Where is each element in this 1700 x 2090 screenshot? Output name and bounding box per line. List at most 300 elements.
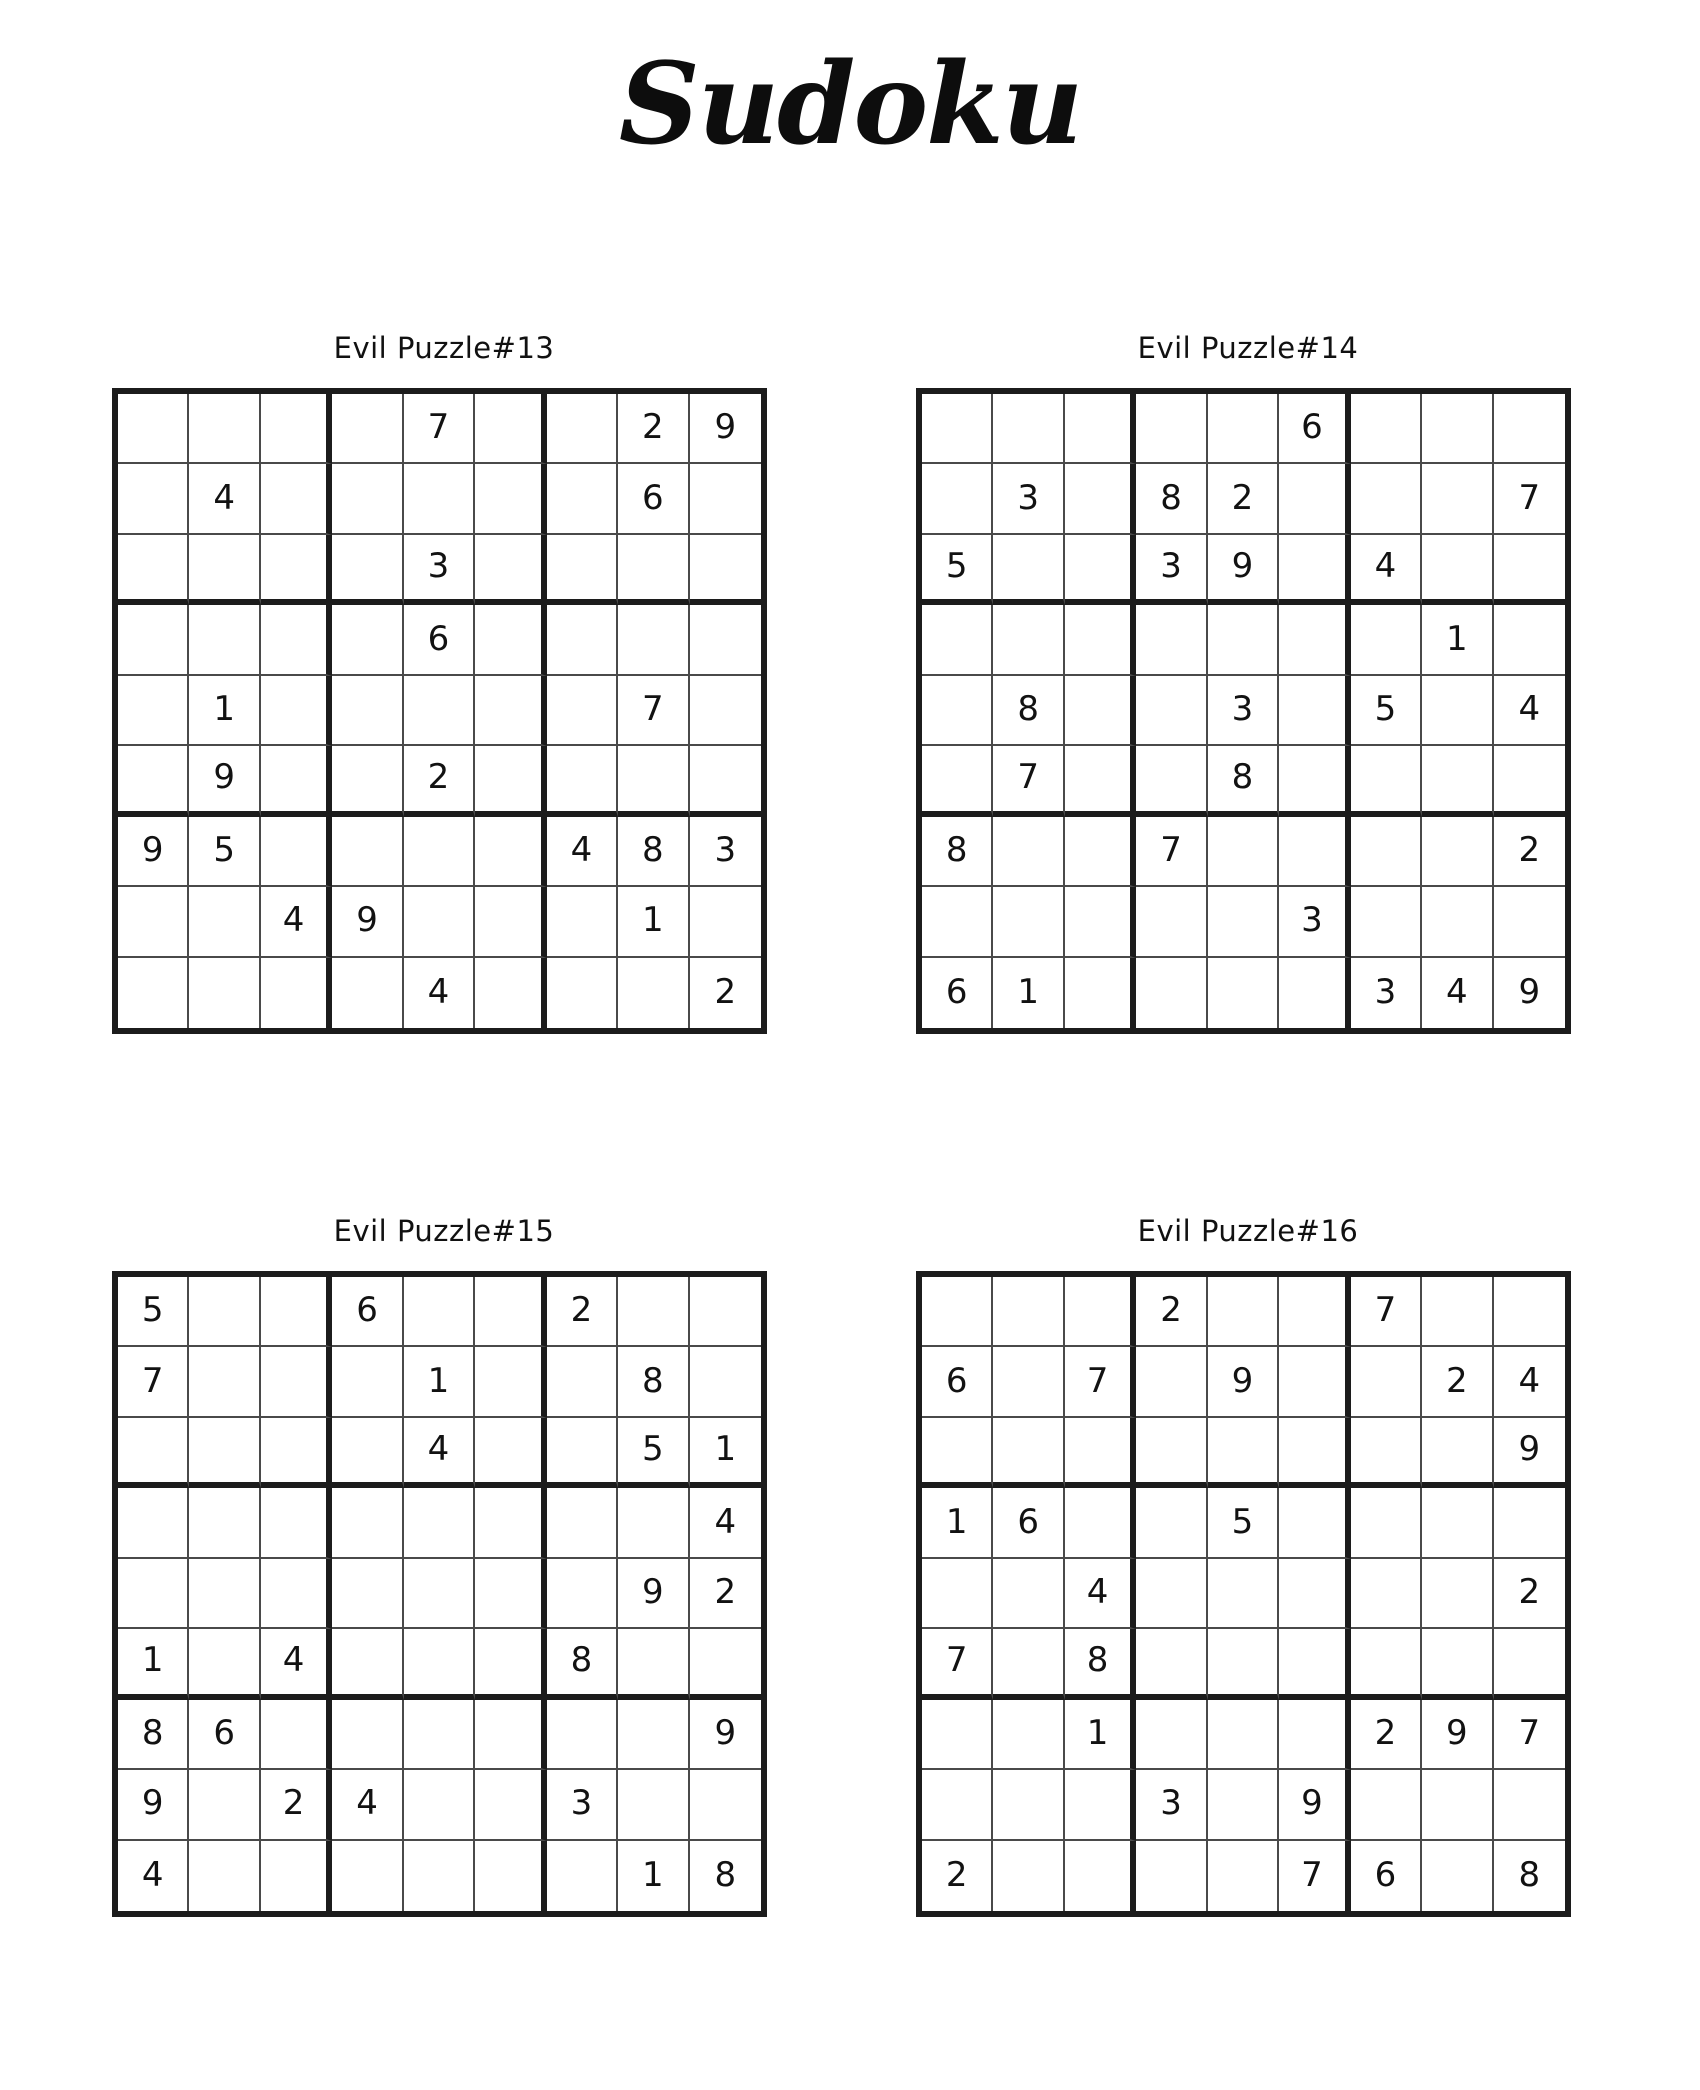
sudoku-empty-cell[interactable] [332, 394, 403, 464]
sudoku-given-cell[interactable]: 2 [261, 1770, 332, 1840]
sudoku-empty-cell[interactable] [922, 464, 993, 534]
sudoku-empty-cell[interactable] [118, 464, 189, 534]
sudoku-given-cell[interactable]: 2 [404, 746, 475, 816]
sudoku-given-cell[interactable]: 7 [922, 1629, 993, 1699]
sudoku-empty-cell[interactable] [404, 1841, 475, 1911]
sudoku-given-cell[interactable]: 9 [1422, 1700, 1493, 1770]
sudoku-empty-cell[interactable] [1136, 1559, 1207, 1629]
sudoku-empty-cell[interactable] [118, 676, 189, 746]
sudoku-empty-cell[interactable] [547, 958, 618, 1028]
sudoku-given-cell[interactable]: 9 [1208, 535, 1279, 605]
sudoku-given-cell[interactable]: 3 [993, 464, 1064, 534]
sudoku-empty-cell[interactable] [1494, 1770, 1565, 1840]
sudoku-empty-cell[interactable] [1422, 1418, 1493, 1488]
sudoku-empty-cell[interactable] [1065, 1418, 1136, 1488]
sudoku-given-cell[interactable]: 2 [547, 1277, 618, 1347]
sudoku-empty-cell[interactable] [118, 958, 189, 1028]
sudoku-empty-cell[interactable] [1494, 394, 1565, 464]
sudoku-grid-14[interactable] [916, 388, 1571, 1034]
sudoku-given-cell[interactable]: 2 [1422, 1347, 1493, 1417]
sudoku-empty-cell[interactable] [475, 817, 546, 887]
sudoku-empty-cell[interactable] [1279, 676, 1350, 746]
sudoku-empty-cell[interactable] [118, 1418, 189, 1488]
sudoku-given-cell[interactable]: 9 [1494, 1418, 1565, 1488]
sudoku-empty-cell[interactable] [547, 1347, 618, 1417]
sudoku-empty-cell[interactable] [1422, 746, 1493, 816]
sudoku-empty-cell[interactable] [189, 1488, 260, 1558]
sudoku-empty-cell[interactable] [1351, 1770, 1422, 1840]
sudoku-empty-cell[interactable] [189, 535, 260, 605]
sudoku-empty-cell[interactable] [475, 535, 546, 605]
sudoku-empty-cell[interactable] [261, 464, 332, 534]
sudoku-empty-cell[interactable] [1208, 1770, 1279, 1840]
sudoku-empty-cell[interactable] [404, 1559, 475, 1629]
sudoku-given-cell[interactable]: 6 [189, 1700, 260, 1770]
sudoku-given-cell[interactable]: 2 [690, 1559, 761, 1629]
sudoku-given-cell[interactable]: 2 [1208, 464, 1279, 534]
sudoku-empty-cell[interactable] [475, 887, 546, 957]
sudoku-empty-cell[interactable] [261, 394, 332, 464]
sudoku-empty-cell[interactable] [922, 1418, 993, 1488]
sudoku-empty-cell[interactable] [690, 746, 761, 816]
sudoku-empty-cell[interactable] [993, 887, 1064, 957]
sudoku-given-cell[interactable]: 8 [1494, 1841, 1565, 1911]
sudoku-empty-cell[interactable] [547, 1841, 618, 1911]
sudoku-empty-cell[interactable] [547, 605, 618, 675]
sudoku-empty-cell[interactable] [332, 1488, 403, 1558]
sudoku-empty-cell[interactable] [261, 1277, 332, 1347]
sudoku-given-cell[interactable]: 8 [618, 817, 689, 887]
sudoku-empty-cell[interactable] [1136, 1488, 1207, 1558]
sudoku-given-cell[interactable]: 4 [189, 464, 260, 534]
sudoku-given-cell[interactable]: 4 [1351, 535, 1422, 605]
sudoku-given-cell[interactable]: 3 [1351, 958, 1422, 1028]
sudoku-empty-cell[interactable] [189, 1629, 260, 1699]
sudoku-empty-cell[interactable] [1065, 1770, 1136, 1840]
sudoku-given-cell[interactable]: 8 [118, 1700, 189, 1770]
sudoku-empty-cell[interactable] [332, 1700, 403, 1770]
sudoku-given-cell[interactable]: 7 [1136, 817, 1207, 887]
sudoku-given-cell[interactable]: 6 [1351, 1841, 1422, 1911]
sudoku-given-cell[interactable]: 6 [922, 1347, 993, 1417]
sudoku-empty-cell[interactable] [261, 958, 332, 1028]
sudoku-empty-cell[interactable] [1422, 464, 1493, 534]
sudoku-empty-cell[interactable] [332, 1629, 403, 1699]
sudoku-empty-cell[interactable] [993, 1277, 1064, 1347]
sudoku-empty-cell[interactable] [1494, 1488, 1565, 1558]
sudoku-empty-cell[interactable] [993, 1347, 1064, 1417]
sudoku-empty-cell[interactable] [261, 1418, 332, 1488]
sudoku-empty-cell[interactable] [189, 1841, 260, 1911]
sudoku-empty-cell[interactable] [547, 1488, 618, 1558]
sudoku-empty-cell[interactable] [618, 1629, 689, 1699]
sudoku-empty-cell[interactable] [332, 746, 403, 816]
sudoku-given-cell[interactable]: 4 [261, 1629, 332, 1699]
sudoku-empty-cell[interactable] [690, 1770, 761, 1840]
sudoku-empty-cell[interactable] [618, 1277, 689, 1347]
sudoku-given-cell[interactable]: 7 [993, 746, 1064, 816]
sudoku-empty-cell[interactable] [690, 605, 761, 675]
sudoku-empty-cell[interactable] [118, 1488, 189, 1558]
sudoku-empty-cell[interactable] [1208, 1629, 1279, 1699]
sudoku-empty-cell[interactable] [922, 394, 993, 464]
sudoku-empty-cell[interactable] [1351, 605, 1422, 675]
sudoku-empty-cell[interactable] [1279, 1629, 1350, 1699]
sudoku-empty-cell[interactable] [1065, 817, 1136, 887]
sudoku-given-cell[interactable]: 7 [118, 1347, 189, 1417]
sudoku-given-cell[interactable]: 1 [404, 1347, 475, 1417]
sudoku-given-cell[interactable]: 8 [922, 817, 993, 887]
sudoku-empty-cell[interactable] [118, 1559, 189, 1629]
sudoku-empty-cell[interactable] [189, 605, 260, 675]
sudoku-empty-cell[interactable] [1136, 887, 1207, 957]
sudoku-empty-cell[interactable] [475, 1629, 546, 1699]
sudoku-given-cell[interactable]: 5 [618, 1418, 689, 1488]
sudoku-empty-cell[interactable] [618, 1770, 689, 1840]
sudoku-empty-cell[interactable] [1136, 394, 1207, 464]
sudoku-empty-cell[interactable] [1422, 1277, 1493, 1347]
sudoku-empty-cell[interactable] [404, 464, 475, 534]
sudoku-empty-cell[interactable] [404, 817, 475, 887]
sudoku-empty-cell[interactable] [261, 605, 332, 675]
sudoku-empty-cell[interactable] [993, 817, 1064, 887]
sudoku-empty-cell[interactable] [261, 817, 332, 887]
sudoku-empty-cell[interactable] [1422, 394, 1493, 464]
sudoku-empty-cell[interactable] [261, 1347, 332, 1417]
sudoku-empty-cell[interactable] [1494, 605, 1565, 675]
sudoku-empty-cell[interactable] [1351, 887, 1422, 957]
sudoku-empty-cell[interactable] [1065, 1488, 1136, 1558]
sudoku-empty-cell[interactable] [618, 1488, 689, 1558]
sudoku-empty-cell[interactable] [261, 1700, 332, 1770]
sudoku-empty-cell[interactable] [1065, 676, 1136, 746]
sudoku-given-cell[interactable]: 7 [618, 676, 689, 746]
sudoku-empty-cell[interactable] [1422, 1841, 1493, 1911]
sudoku-empty-cell[interactable] [1136, 746, 1207, 816]
sudoku-empty-cell[interactable] [261, 1488, 332, 1558]
sudoku-empty-cell[interactable] [1351, 746, 1422, 816]
sudoku-given-cell[interactable]: 7 [1065, 1347, 1136, 1417]
sudoku-given-cell[interactable]: 6 [332, 1277, 403, 1347]
sudoku-empty-cell[interactable] [1279, 1277, 1350, 1347]
sudoku-empty-cell[interactable] [1279, 464, 1350, 534]
sudoku-empty-cell[interactable] [618, 535, 689, 605]
sudoku-empty-cell[interactable] [993, 394, 1064, 464]
sudoku-empty-cell[interactable] [1279, 746, 1350, 816]
sudoku-empty-cell[interactable] [922, 676, 993, 746]
sudoku-empty-cell[interactable] [189, 887, 260, 957]
sudoku-empty-cell[interactable] [332, 605, 403, 675]
sudoku-given-cell[interactable]: 3 [404, 535, 475, 605]
sudoku-empty-cell[interactable] [1494, 1277, 1565, 1347]
sudoku-empty-cell[interactable] [1351, 394, 1422, 464]
sudoku-given-cell[interactable]: 9 [1494, 958, 1565, 1028]
sudoku-empty-cell[interactable] [1065, 1277, 1136, 1347]
sudoku-empty-cell[interactable] [547, 1700, 618, 1770]
sudoku-empty-cell[interactable] [1136, 1841, 1207, 1911]
sudoku-given-cell[interactable]: 4 [118, 1841, 189, 1911]
sudoku-empty-cell[interactable] [475, 746, 546, 816]
sudoku-empty-cell[interactable] [922, 1559, 993, 1629]
sudoku-given-cell[interactable]: 7 [1351, 1277, 1422, 1347]
sudoku-given-cell[interactable]: 5 [118, 1277, 189, 1347]
sudoku-empty-cell[interactable] [332, 1418, 403, 1488]
sudoku-empty-cell[interactable] [189, 1418, 260, 1488]
sudoku-empty-cell[interactable] [618, 746, 689, 816]
sudoku-given-cell[interactable]: 8 [993, 676, 1064, 746]
sudoku-empty-cell[interactable] [1136, 1700, 1207, 1770]
sudoku-empty-cell[interactable] [1494, 1629, 1565, 1699]
sudoku-given-cell[interactable]: 4 [404, 958, 475, 1028]
sudoku-empty-cell[interactable] [1279, 817, 1350, 887]
sudoku-given-cell[interactable]: 1 [618, 887, 689, 957]
sudoku-given-cell[interactable]: 1 [118, 1629, 189, 1699]
sudoku-empty-cell[interactable] [922, 1770, 993, 1840]
sudoku-empty-cell[interactable] [1208, 1700, 1279, 1770]
sudoku-given-cell[interactable]: 1 [189, 676, 260, 746]
sudoku-empty-cell[interactable] [993, 1629, 1064, 1699]
sudoku-empty-cell[interactable] [1208, 394, 1279, 464]
sudoku-empty-cell[interactable] [1208, 1277, 1279, 1347]
sudoku-empty-cell[interactable] [261, 535, 332, 605]
sudoku-empty-cell[interactable] [1279, 1418, 1350, 1488]
sudoku-empty-cell[interactable] [1065, 605, 1136, 675]
sudoku-empty-cell[interactable] [189, 1770, 260, 1840]
sudoku-empty-cell[interactable] [189, 1347, 260, 1417]
sudoku-given-cell[interactable]: 2 [690, 958, 761, 1028]
sudoku-empty-cell[interactable] [993, 535, 1064, 605]
sudoku-empty-cell[interactable] [618, 1700, 689, 1770]
sudoku-empty-cell[interactable] [332, 958, 403, 1028]
sudoku-empty-cell[interactable] [1208, 605, 1279, 675]
sudoku-given-cell[interactable]: 5 [1351, 676, 1422, 746]
sudoku-empty-cell[interactable] [690, 887, 761, 957]
sudoku-empty-cell[interactable] [1208, 1559, 1279, 1629]
sudoku-empty-cell[interactable] [118, 605, 189, 675]
sudoku-empty-cell[interactable] [189, 958, 260, 1028]
sudoku-given-cell[interactable]: 6 [1279, 394, 1350, 464]
sudoku-given-cell[interactable]: 9 [332, 887, 403, 957]
sudoku-empty-cell[interactable] [690, 464, 761, 534]
sudoku-empty-cell[interactable] [922, 746, 993, 816]
sudoku-given-cell[interactable]: 3 [690, 817, 761, 887]
sudoku-given-cell[interactable]: 1 [1065, 1700, 1136, 1770]
sudoku-empty-cell[interactable] [1351, 1559, 1422, 1629]
sudoku-empty-cell[interactable] [1208, 817, 1279, 887]
sudoku-empty-cell[interactable] [547, 535, 618, 605]
sudoku-empty-cell[interactable] [404, 1277, 475, 1347]
sudoku-empty-cell[interactable] [1136, 605, 1207, 675]
sudoku-given-cell[interactable]: 3 [1136, 1770, 1207, 1840]
sudoku-empty-cell[interactable] [547, 887, 618, 957]
sudoku-empty-cell[interactable] [475, 1841, 546, 1911]
sudoku-empty-cell[interactable] [1351, 1347, 1422, 1417]
sudoku-empty-cell[interactable] [475, 1277, 546, 1347]
sudoku-given-cell[interactable]: 6 [993, 1488, 1064, 1558]
sudoku-empty-cell[interactable] [475, 676, 546, 746]
sudoku-given-cell[interactable]: 8 [1065, 1629, 1136, 1699]
sudoku-grid-16[interactable] [916, 1271, 1571, 1917]
sudoku-empty-cell[interactable] [618, 605, 689, 675]
sudoku-given-cell[interactable]: 4 [1422, 958, 1493, 1028]
sudoku-empty-cell[interactable] [475, 605, 546, 675]
sudoku-given-cell[interactable]: 2 [1351, 1700, 1422, 1770]
sudoku-empty-cell[interactable] [1279, 605, 1350, 675]
sudoku-given-cell[interactable]: 2 [1494, 817, 1565, 887]
sudoku-empty-cell[interactable] [993, 1770, 1064, 1840]
sudoku-empty-cell[interactable] [1065, 887, 1136, 957]
sudoku-empty-cell[interactable] [1351, 1629, 1422, 1699]
sudoku-grid-13[interactable] [112, 388, 767, 1034]
sudoku-given-cell[interactable]: 7 [1494, 1700, 1565, 1770]
sudoku-empty-cell[interactable] [1422, 887, 1493, 957]
sudoku-empty-cell[interactable] [547, 676, 618, 746]
sudoku-empty-cell[interactable] [475, 394, 546, 464]
sudoku-empty-cell[interactable] [690, 1277, 761, 1347]
sudoku-empty-cell[interactable] [1208, 1841, 1279, 1911]
sudoku-given-cell[interactable]: 8 [547, 1629, 618, 1699]
sudoku-empty-cell[interactable] [332, 535, 403, 605]
sudoku-empty-cell[interactable] [690, 535, 761, 605]
sudoku-empty-cell[interactable] [1422, 535, 1493, 605]
sudoku-given-cell[interactable]: 8 [690, 1841, 761, 1911]
sudoku-empty-cell[interactable] [1351, 1418, 1422, 1488]
sudoku-given-cell[interactable]: 9 [189, 746, 260, 816]
sudoku-empty-cell[interactable] [547, 394, 618, 464]
sudoku-given-cell[interactable]: 6 [404, 605, 475, 675]
sudoku-empty-cell[interactable] [475, 1488, 546, 1558]
sudoku-given-cell[interactable]: 1 [690, 1418, 761, 1488]
sudoku-given-cell[interactable]: 8 [1208, 746, 1279, 816]
sudoku-empty-cell[interactable] [547, 746, 618, 816]
sudoku-empty-cell[interactable] [1422, 1488, 1493, 1558]
sudoku-empty-cell[interactable] [1494, 887, 1565, 957]
sudoku-empty-cell[interactable] [922, 1277, 993, 1347]
sudoku-empty-cell[interactable] [1422, 676, 1493, 746]
sudoku-empty-cell[interactable] [1279, 1559, 1350, 1629]
sudoku-empty-cell[interactable] [993, 1418, 1064, 1488]
sudoku-empty-cell[interactable] [922, 605, 993, 675]
sudoku-empty-cell[interactable] [690, 676, 761, 746]
sudoku-empty-cell[interactable] [404, 887, 475, 957]
sudoku-empty-cell[interactable] [1065, 394, 1136, 464]
sudoku-given-cell[interactable]: 9 [118, 817, 189, 887]
sudoku-empty-cell[interactable] [993, 1841, 1064, 1911]
sudoku-empty-cell[interactable] [1279, 535, 1350, 605]
sudoku-given-cell[interactable]: 9 [690, 394, 761, 464]
sudoku-empty-cell[interactable] [404, 1488, 475, 1558]
sudoku-given-cell[interactable]: 9 [1208, 1347, 1279, 1417]
sudoku-empty-cell[interactable] [1351, 464, 1422, 534]
sudoku-empty-cell[interactable] [1065, 958, 1136, 1028]
sudoku-empty-cell[interactable] [332, 817, 403, 887]
sudoku-empty-cell[interactable] [547, 1559, 618, 1629]
sudoku-empty-cell[interactable] [1065, 746, 1136, 816]
sudoku-given-cell[interactable]: 8 [1136, 464, 1207, 534]
sudoku-empty-cell[interactable] [993, 1700, 1064, 1770]
sudoku-empty-cell[interactable] [1065, 464, 1136, 534]
sudoku-empty-cell[interactable] [332, 1841, 403, 1911]
sudoku-given-cell[interactable]: 4 [1494, 1347, 1565, 1417]
sudoku-empty-cell[interactable] [332, 1559, 403, 1629]
sudoku-grid-15[interactable] [112, 1271, 767, 1917]
sudoku-empty-cell[interactable] [618, 958, 689, 1028]
sudoku-given-cell[interactable]: 4 [1494, 676, 1565, 746]
sudoku-given-cell[interactable]: 7 [1494, 464, 1565, 534]
sudoku-given-cell[interactable]: 7 [1279, 1841, 1350, 1911]
sudoku-given-cell[interactable]: 1 [618, 1841, 689, 1911]
sudoku-empty-cell[interactable] [1136, 1347, 1207, 1417]
sudoku-given-cell[interactable]: 9 [1279, 1770, 1350, 1840]
sudoku-empty-cell[interactable] [690, 1629, 761, 1699]
sudoku-given-cell[interactable]: 2 [618, 394, 689, 464]
sudoku-given-cell[interactable]: 2 [1494, 1559, 1565, 1629]
sudoku-empty-cell[interactable] [189, 1277, 260, 1347]
sudoku-empty-cell[interactable] [118, 394, 189, 464]
sudoku-given-cell[interactable]: 1 [1422, 605, 1493, 675]
sudoku-given-cell[interactable]: 5 [189, 817, 260, 887]
sudoku-empty-cell[interactable] [332, 464, 403, 534]
sudoku-empty-cell[interactable] [1494, 535, 1565, 605]
sudoku-empty-cell[interactable] [475, 958, 546, 1028]
sudoku-empty-cell[interactable] [1279, 1347, 1350, 1417]
sudoku-given-cell[interactable]: 4 [404, 1418, 475, 1488]
sudoku-empty-cell[interactable] [404, 1629, 475, 1699]
sudoku-empty-cell[interactable] [189, 1559, 260, 1629]
sudoku-empty-cell[interactable] [332, 676, 403, 746]
sudoku-empty-cell[interactable] [1208, 958, 1279, 1028]
sudoku-empty-cell[interactable] [261, 676, 332, 746]
sudoku-given-cell[interactable]: 9 [618, 1559, 689, 1629]
sudoku-empty-cell[interactable] [118, 887, 189, 957]
sudoku-given-cell[interactable]: 6 [618, 464, 689, 534]
sudoku-empty-cell[interactable] [690, 1347, 761, 1417]
sudoku-empty-cell[interactable] [1422, 1559, 1493, 1629]
sudoku-empty-cell[interactable] [993, 1559, 1064, 1629]
sudoku-empty-cell[interactable] [1136, 958, 1207, 1028]
sudoku-given-cell[interactable]: 2 [922, 1841, 993, 1911]
sudoku-empty-cell[interactable] [547, 1418, 618, 1488]
sudoku-empty-cell[interactable] [1208, 887, 1279, 957]
sudoku-given-cell[interactable]: 6 [922, 958, 993, 1028]
sudoku-given-cell[interactable]: 5 [922, 535, 993, 605]
sudoku-empty-cell[interactable] [1065, 1841, 1136, 1911]
sudoku-empty-cell[interactable] [1494, 746, 1565, 816]
sudoku-empty-cell[interactable] [475, 1418, 546, 1488]
sudoku-empty-cell[interactable] [404, 676, 475, 746]
sudoku-empty-cell[interactable] [118, 746, 189, 816]
sudoku-given-cell[interactable]: 7 [404, 394, 475, 464]
sudoku-empty-cell[interactable] [475, 1347, 546, 1417]
sudoku-given-cell[interactable]: 1 [922, 1488, 993, 1558]
sudoku-empty-cell[interactable] [404, 1770, 475, 1840]
sudoku-empty-cell[interactable] [1208, 1418, 1279, 1488]
sudoku-given-cell[interactable]: 4 [1065, 1559, 1136, 1629]
sudoku-empty-cell[interactable] [261, 1559, 332, 1629]
sudoku-empty-cell[interactable] [922, 1700, 993, 1770]
sudoku-given-cell[interactable]: 2 [1136, 1277, 1207, 1347]
sudoku-empty-cell[interactable] [1422, 817, 1493, 887]
sudoku-empty-cell[interactable] [993, 605, 1064, 675]
sudoku-empty-cell[interactable] [118, 535, 189, 605]
sudoku-given-cell[interactable]: 5 [1208, 1488, 1279, 1558]
sudoku-empty-cell[interactable] [332, 1347, 403, 1417]
sudoku-empty-cell[interactable] [475, 1700, 546, 1770]
sudoku-empty-cell[interactable] [404, 1700, 475, 1770]
sudoku-empty-cell[interactable] [475, 1559, 546, 1629]
sudoku-empty-cell[interactable] [1351, 1488, 1422, 1558]
sudoku-given-cell[interactable]: 9 [118, 1770, 189, 1840]
